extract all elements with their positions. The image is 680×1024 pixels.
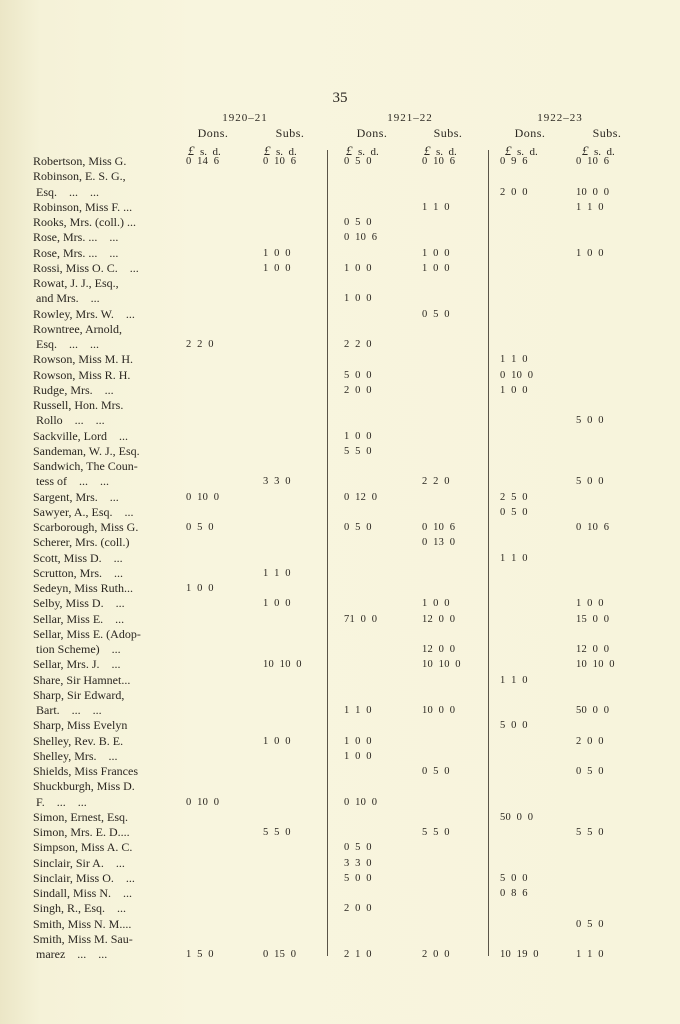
amount-cell: 1 0 0 <box>344 750 372 762</box>
donor-name: Robinson, E. S. G., <box>33 169 126 184</box>
donor-name: Sindall, Miss N. ... <box>33 886 133 900</box>
donor-name: Robinson, Miss F. ... <box>33 199 133 214</box>
pence-label: d. <box>288 146 297 158</box>
year-header-1921-22: 1921–22 <box>387 112 433 124</box>
amount-cell: 1 1 0 <box>422 201 450 213</box>
donor-name: Sandeman, W. J., Esq. <box>33 443 140 458</box>
amount-cell: 5 0 0 <box>500 720 528 732</box>
donor-name: Shelley, Rev. B. E. <box>33 733 124 748</box>
donor-name: Sellar, Miss E. (Adop- <box>33 626 141 641</box>
pence-label: d. <box>448 146 457 158</box>
donor-name-continued: F. ... ... <box>36 794 87 809</box>
amount-cell: 12 0 0 <box>576 644 610 655</box>
donor-name: Russell, Hon. Mrs. <box>33 398 124 412</box>
donor-name-continued: Rollo ... ... <box>36 413 105 428</box>
donor-name: Share, Sir Hamnet... <box>33 672 131 687</box>
donor-name: Shelley, Mrs. ... <box>33 748 118 763</box>
amount-cell: 2 1 0 <box>344 949 372 960</box>
amount-cell: 0 14 6 <box>186 156 220 167</box>
donor-name: Sellar, Mrs. J. ... <box>33 657 121 672</box>
amount-cell: 0 5 0 <box>422 766 450 777</box>
amount-cell: 1 1 0 <box>500 674 528 686</box>
amount-cell: 12 0 0 <box>422 613 456 625</box>
pound-label: £ <box>188 143 195 158</box>
amount-cell: 5 0 0 <box>576 415 604 427</box>
pound-label: £ <box>582 143 589 158</box>
amount-cell: 0 5 0 <box>344 217 372 228</box>
shilling-label: s. <box>594 146 602 158</box>
donor-name: Smith, Miss N. M.... <box>33 916 132 931</box>
amount-cell: 10 10 0 <box>422 659 461 671</box>
donor-name: Rossi, Miss O. C. ... <box>33 260 139 275</box>
amount-cell: 0 12 0 <box>344 491 378 503</box>
amount-cell: 0 5 0 <box>344 156 372 167</box>
donor-name: Sackville, Lord ... <box>33 428 128 443</box>
amount-cell: 2 0 0 <box>344 903 372 915</box>
donor-name: Sharp, Sir Edward, <box>33 687 125 702</box>
donor-name: Scarborough, Miss G. <box>33 520 139 534</box>
donor-name: Rowson, Miss M. H. <box>33 352 134 367</box>
amount-cell: 1 0 0 <box>500 384 528 396</box>
amount-cell: 0 5 0 <box>500 506 528 518</box>
amount-cell: 0 5 0 <box>186 522 214 533</box>
amount-cell: 0 10 6 <box>263 156 297 167</box>
amount-cell: 1 0 0 <box>263 247 291 259</box>
amount-cell: 1 0 0 <box>422 262 450 274</box>
donor-name: Rose, Mrs. ... ... <box>33 245 119 260</box>
amount-cell: 50 0 0 <box>576 705 610 716</box>
amount-cell: 1 1 0 <box>500 552 528 564</box>
donor-name-continued: Bart. ... ... <box>36 703 102 717</box>
donor-name: Scherer, Mrs. (coll.) <box>33 535 130 550</box>
shilling-label: s. <box>200 146 208 158</box>
amount-cell: 2 0 0 <box>576 735 604 747</box>
donor-name: Sargent, Mrs. ... <box>33 489 119 504</box>
amount-cell: 2 2 0 <box>186 339 214 350</box>
amount-cell: 15 0 0 <box>576 613 610 625</box>
donor-name: Scrutton, Mrs. ... <box>33 565 123 580</box>
amount-cell: 0 5 0 <box>344 522 372 533</box>
amount-cell: 0 10 6 <box>576 522 610 533</box>
amount-cell: 1 0 0 <box>344 430 372 442</box>
donor-name: Rowntree, Arnold, <box>33 321 122 336</box>
amount-cell: 5 0 0 <box>500 872 528 884</box>
dons-header: Dons. <box>356 126 388 140</box>
donor-name: Rowat, J. J., Esq., <box>33 276 119 290</box>
donor-name: Sinclair, Miss O. ... <box>33 870 135 885</box>
donor-name: Rowson, Miss R. H. <box>33 367 131 382</box>
amount-cell: 0 5 0 <box>422 308 450 320</box>
pence-label: d. <box>606 146 615 158</box>
donor-name: Singh, R., Esq. ... <box>33 901 127 916</box>
amount-cell: 3 3 0 <box>263 476 291 488</box>
amount-cell: 0 5 0 <box>576 918 604 930</box>
amount-cell: 5 5 0 <box>422 827 450 838</box>
amount-cell: 71 0 0 <box>344 613 378 625</box>
amount-cell: 5 5 0 <box>576 827 604 838</box>
donor-name-continued: tess of ... ... <box>36 474 109 489</box>
donor-name: Rowley, Mrs. W. ... <box>33 306 135 321</box>
dons-header: Dons. <box>514 126 546 140</box>
amount-cell: 0 8 6 <box>500 888 528 899</box>
amount-cell: 1 1 0 <box>576 201 604 213</box>
amount-cell: 10 19 0 <box>500 949 539 960</box>
amount-cell: 3 3 0 <box>344 857 372 869</box>
pound-label: £ <box>346 143 353 158</box>
amount-cell: 12 0 0 <box>422 644 456 655</box>
amount-cell: 0 10 0 <box>186 491 220 503</box>
amount-cell: 50 0 0 <box>500 811 534 823</box>
shilling-label: s. <box>436 146 444 158</box>
donor-name: Sedeyn, Miss Ruth... <box>33 581 134 595</box>
year-header-1922-23: 1922–23 <box>537 112 583 124</box>
pound-label: £ <box>264 143 271 158</box>
amount-cell: 1 0 0 <box>344 735 372 747</box>
amount-cell: 10 10 0 <box>263 659 302 671</box>
amount-cell: 2 5 0 <box>500 491 528 503</box>
pence-label: d. <box>529 146 538 158</box>
subs-header: Subs. <box>592 126 622 140</box>
amount-cell: 1 0 0 <box>344 293 372 305</box>
donor-name: Shields, Miss Frances <box>33 764 138 778</box>
amount-cell: 5 5 0 <box>344 445 372 457</box>
donor-name: Rooks, Mrs. (coll.) ... <box>33 215 136 229</box>
amount-cell: 1 0 0 <box>263 598 291 610</box>
amount-cell: 0 15 0 <box>263 949 297 960</box>
donor-name: Rudge, Mrs. ... <box>33 382 114 397</box>
dons-header: Dons. <box>197 126 229 140</box>
donor-name: Sawyer, A., Esq. ... <box>33 504 134 519</box>
donor-name: Simpson, Miss A. C. <box>33 840 133 855</box>
amount-cell: 0 10 0 <box>186 796 220 808</box>
amount-cell: 5 0 0 <box>344 369 372 381</box>
subs-header: Subs. <box>275 126 305 140</box>
amount-cell: 0 10 0 <box>500 369 534 381</box>
amount-cell: 1 0 0 <box>344 262 372 274</box>
donor-name: Selby, Miss D. ... <box>33 596 125 611</box>
page-number: 35 <box>332 90 348 106</box>
pound-label: £ <box>424 143 431 158</box>
amount-cell: 10 10 0 <box>576 659 615 671</box>
amount-cell: 1 1 0 <box>500 354 528 366</box>
shilling-label: s. <box>276 146 284 158</box>
donor-name: Simon, Ernest, Esq. <box>33 809 128 824</box>
amount-cell: 10 0 0 <box>576 186 610 198</box>
amount-cell: 2 2 0 <box>344 339 372 350</box>
amount-cell: 1 1 0 <box>263 567 291 579</box>
amount-cell: 1 0 0 <box>576 598 604 610</box>
donor-name: Smith, Miss M. Sau- <box>33 931 133 946</box>
donor-name: Scott, Miss D. ... <box>33 550 123 565</box>
amount-cell: 0 10 6 <box>422 522 456 533</box>
pound-label: £ <box>505 143 512 158</box>
amount-cell: 1 0 0 <box>186 583 214 594</box>
shilling-label: s. <box>517 146 525 158</box>
amount-cell: 0 10 0 <box>344 796 378 808</box>
amount-cell: 2 2 0 <box>422 476 450 488</box>
pence-label: d. <box>212 146 221 158</box>
amount-cell: 1 0 0 <box>422 598 450 610</box>
pence-label: d. <box>370 146 379 158</box>
amount-cell: 1 1 0 <box>576 949 604 960</box>
donor-name: Sellar, Miss E. ... <box>33 611 125 626</box>
donor-name-continued: marez ... ... <box>36 947 108 961</box>
donor-name-continued: and Mrs. ... <box>36 291 100 306</box>
amount-cell: 0 5 0 <box>344 842 372 854</box>
donor-name-continued: tion Scheme) ... <box>36 642 121 656</box>
shilling-label: s. <box>358 146 366 158</box>
donor-name: Sharp, Miss Evelyn <box>33 718 128 733</box>
donor-name: Sinclair, Sir A. ... <box>33 855 125 870</box>
amount-cell: 0 10 6 <box>422 156 456 167</box>
amount-cell: 0 13 0 <box>422 537 456 549</box>
amount-cell: 2 0 0 <box>500 186 528 198</box>
donor-name: Sandwich, The Coun- <box>33 459 138 473</box>
amount-cell: 2 0 0 <box>422 949 450 960</box>
amount-cell: 1 5 0 <box>186 949 214 960</box>
amount-cell: 5 5 0 <box>263 827 291 838</box>
amount-cell: 5 0 0 <box>344 872 372 884</box>
donor-name: Shuckburgh, Miss D. <box>33 779 135 794</box>
amount-cell: 1 0 0 <box>263 262 291 274</box>
amount-cell: 0 9 6 <box>500 156 528 167</box>
amount-cell: 0 10 6 <box>344 232 378 244</box>
amount-cell: 2 0 0 <box>344 384 372 396</box>
amount-cell: 1 0 0 <box>422 247 450 259</box>
amount-cell: 1 1 0 <box>344 705 372 716</box>
subs-header: Subs. <box>433 126 463 140</box>
donor-name: Robertson, Miss G. <box>33 154 127 168</box>
amount-cell: 5 0 0 <box>576 476 604 488</box>
amount-cell: 0 10 6 <box>576 156 610 167</box>
amount-cell: 0 5 0 <box>576 766 604 777</box>
donor-name: Simon, Mrs. E. D.... <box>33 825 130 839</box>
amount-cell: 1 0 0 <box>576 247 604 259</box>
amount-cell: 1 0 0 <box>263 735 291 747</box>
donor-name-continued: Esq. ... ... <box>36 337 99 351</box>
donor-name: Rose, Mrs. ... ... <box>33 230 119 245</box>
year-header-1920-21: 1920–21 <box>222 112 268 124</box>
amount-cell: 10 0 0 <box>422 705 456 716</box>
donor-name-continued: Esq. ... ... <box>36 184 99 199</box>
